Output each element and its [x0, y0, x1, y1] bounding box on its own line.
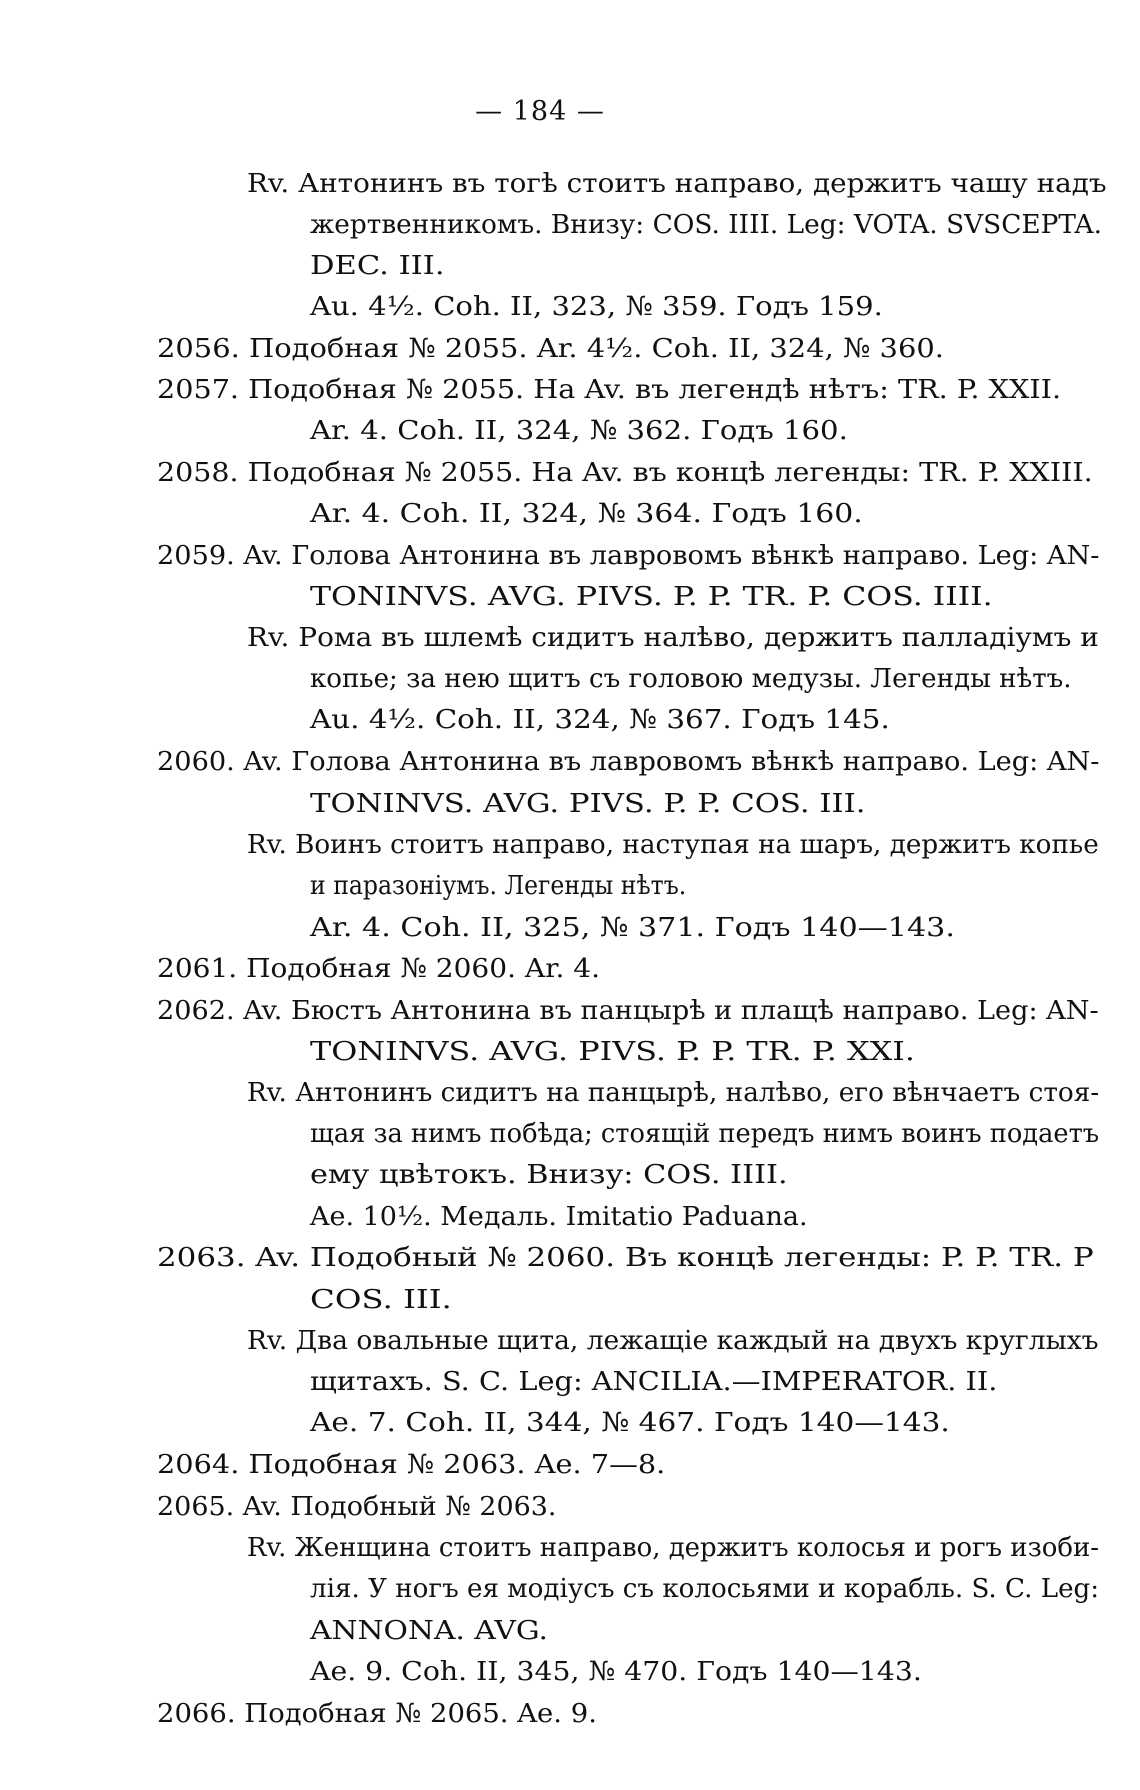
text-line: и паразоніумъ. Легенды нѣтъ.: [310, 870, 687, 901]
text-line: лія. У ногъ ея модіусъ съ колосьями и корабль. S. C. Leg:: [310, 1573, 1100, 1604]
text-line: 2058. Подобная № 2055. На Av. въ концѣ легенды: TR. P. XXIII.: [157, 457, 1093, 488]
text-line: 2059. Av. Голова Антонина въ лавровомъ вѣнкѣ направо. Leg: AN-: [157, 540, 1100, 571]
text-line: щая за нимъ побѣда; стоящій передъ нимъ воинъ подаетъ: [310, 1118, 1100, 1149]
text-line: щитахъ. S. C. Leg: ANCILIA.—IMPERATOR. II.: [310, 1366, 998, 1397]
text-line: Ar. 4. Coh. II, 325, № 371. Годъ 140—143.: [310, 912, 955, 943]
text-line: Rv. Воинъ стоитъ направо, наступая на шаръ, держитъ копье: [247, 829, 1099, 860]
text-line: 2056. Подобная № 2055. Ar. 4½. Coh. II, 324, № 360.: [157, 333, 944, 364]
text-line: Rv. Два овальные щита, лежащіе каждый на двухъ круглыхъ: [247, 1325, 1099, 1356]
text-line: Ar. 4. Coh. II, 324, № 364. Годъ 160.: [310, 498, 863, 529]
text-line: Rv. Антонинъ сидитъ на панцырѣ, налѣво, его вѣнчаетъ стоя-: [247, 1077, 1100, 1108]
text-line: Au. 4½. Coh. II, 323, № 359. Годъ 159.: [310, 291, 883, 322]
text-line: 2060. Av. Голова Антонина въ лавровомъ вѣнкѣ направо. Leg: AN-: [157, 746, 1100, 777]
text-line: 2066. Подобная № 2065. Ae. 9.: [157, 1698, 597, 1729]
text-line: 2064. Подобная № 2063. Ae. 7—8.: [157, 1449, 666, 1480]
text-line: Ar. 4. Coh. II, 324, № 362. Годъ 160.: [310, 415, 848, 446]
page-number: — 184 —: [475, 96, 605, 127]
text-line: Rv. Рома въ шлемѣ сидитъ налѣво, держитъ палладіумъ и: [247, 622, 1099, 653]
text-line: 2057. Подобная № 2055. На Av. въ легендѣ нѣтъ: TR. P. XXII.: [157, 374, 1062, 405]
text-line: 2063. Av. Подобный № 2060. Въ концѣ легенды: P. P. TR. P: [157, 1242, 1094, 1273]
text-line: ему цвѣтокъ. Внизу: COS. IIII.: [310, 1159, 788, 1190]
text-line: Rv. Антонинъ въ тогѣ стоитъ направо, держитъ чашу надъ: [247, 168, 1107, 199]
text-line: Rv. Женщина стоитъ направо, держитъ колосья и рогъ изоби-: [247, 1532, 1100, 1563]
text-line: Ae. 9. Coh. II, 345, № 470. Годъ 140—143.: [310, 1656, 922, 1687]
text-line: Au. 4½. Coh. II, 324, № 367. Годъ 145.: [310, 704, 890, 735]
text-line: TONINVS. AVG. PIVS. P. P. TR. P. COS. IIII.: [310, 581, 993, 612]
text-line: 2062. Av. Бюстъ Антонина въ панцырѣ и плащѣ направо. Leg: AN-: [157, 995, 1099, 1026]
text-line: жертвенникомъ. Внизу: COS. IIII. Leg: VOTA. SVSCEPTA.: [310, 209, 1102, 240]
text-line: копье; за нею щитъ съ головою медузы. Легенды нѣтъ.: [310, 663, 1072, 694]
text-line: Ae. 7. Coh. II, 344, № 467. Годъ 140—143.: [310, 1407, 950, 1438]
text-line: 2065. Av. Подобный № 2063.: [157, 1491, 557, 1522]
text-line: 2061. Подобная № 2060. Ar. 4.: [157, 953, 600, 984]
text-line: ANNONA. AVG.: [310, 1615, 549, 1646]
text-line: TONINVS. AVG. PIVS. P. P. COS. III.: [310, 788, 866, 819]
text-line: DEC. III.: [310, 250, 445, 281]
text-line: COS. III.: [310, 1284, 452, 1315]
text-line: TONINVS. AVG. PIVS. P. P. TR. P. XXI.: [310, 1036, 915, 1067]
text-line: Ae. 10½. Медаль. Imitatio Paduana.: [310, 1201, 808, 1232]
